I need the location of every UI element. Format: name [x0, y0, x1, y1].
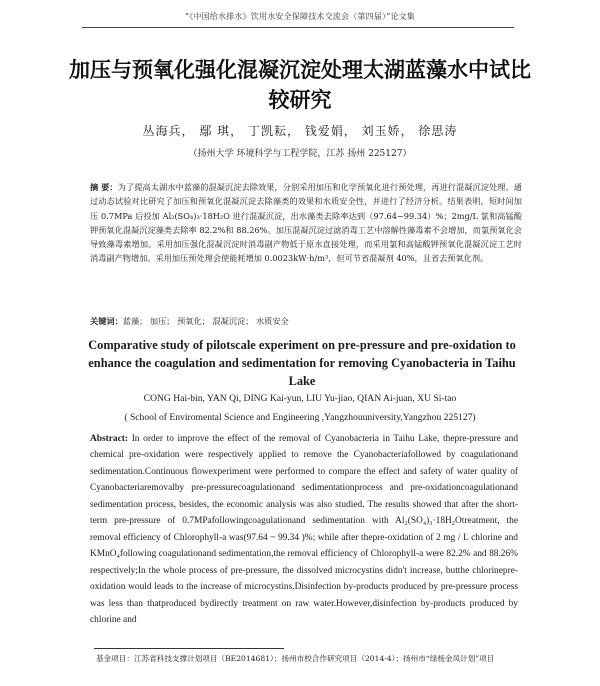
affiliation-english: ( School of Enviromental Science and Engineering ,Yangzhouuniversity,Yangzhou 225127) [124, 412, 476, 423]
abstract-english-text: In order to improve the effect of the removal of Cyanobacteria in Taihu Lake, thepre-pressure and chemical pre-oxidation were respectively applied to remove the Cyanobacteriafollowed by coagulationand sedimentation.Continuous flowexperiment were performed to compare the effect and safety of water quality of Cyanobacteriaremovalby pre-pressurecoagulationand sedimentationprocess and pre-oxidationcoagulationand sedimentation process, besides, the economic analysis was also studied. The results showed that after the short-term pre-pressure of 0.7MPafollowingcoagulationand sedimentation with Al₂(SO₄)₃·18H₂Otreatment, the removal efficiency of Chlorophyll-a was(97.64 ~ 99.34 )%; while after thepre-oxidation of 2 mg / L chlorine and KMnO₄following coagulationand sedimentation,the removal efficiency of Chlorophyll-a were 82.2% and 88.26% respectively;In the whole process of pre-pressure, the dissolved microcystins didn't increase, butthe chlorinepre-oxidation would leads to the increase of microcystins.Disinfection by-products produced by pre-pressure process was less than thatproduced bydirectly treatment on raw water.However,disinfection by-products produced by chlorine and [90, 434, 519, 625]
funding-footnote: 基金项目：江苏省科技支撑计划项目（BE2014681）；扬州市校合作研究项目（2014-4）；扬州市“绿杨金凤计划”项目 [96, 654, 495, 663]
affiliation-chinese: （扬州大学 环境科学与工程学院，江苏 扬州 225127） [188, 149, 412, 159]
keywords-chinese-label: 关键词： [90, 316, 123, 326]
title-chinese: 加压与预氧化强化混凝沉淀处理太湖蓝藻水中试比较研究 [69, 58, 531, 112]
keywords-chinese-text: 蓝藻； 加压； 预氧化； 混凝沉淀； 水质安全 [122, 316, 289, 326]
keywords-chinese [90, 316, 289, 327]
abstract-english-label: Abstract: [90, 434, 129, 444]
abstract-english [90, 431, 518, 628]
footnote-rule [94, 648, 284, 649]
abstract-chinese-text: 为了提高太湖水中蓝藻的混凝沉淀去除效果，分别采用加压和化学预氧化进行预处理，再进行混凝沉淀处理。通过动态试验对比研究了加压和预氧化混凝沉淀去除藻类的效果和水质安全性，并进行了经济分析。结果表明，短时间加压 0.7MPa 后投加 Al₂(SO₄)₃·18H₂O 进行混凝沉淀，出水藻类去除率达到（97.64~99.34）%；2mg/L 氯和高锰酸钾预氧化混凝沉淀藻类去除率 82.2%和 88.26%。加压混凝沉淀过滤消毒工艺中溶解性藻毒素不会增加，而氯预氧化会导致藻毒素增加。采用加压强化混凝沉淀时消毒副产物低于原水直接处理，而采用氯和高锰酸钾预氧化混凝沉淀工艺时消毒副产物增加。采用加压预处理会使能耗增加 0.0023kW·h/m³，但可节省混凝剂 40%，且省去预氧化剂。 [90, 182, 522, 264]
authors-english: CONG Hai-bin, YAN Qi, DING Kai-yun, LIU Yu-jiao, QIAN Ai-juan, XU Si-tao [143, 393, 457, 404]
authors-chinese: 丛海兵， 鄢 琪， 丁凯耘， 钱爱娟， 刘玉娇， 徐思涛 [142, 124, 458, 138]
title-english: Comparative study of pilotscale experiment on pre-pressure and pre-oxidation to enhance the coagulation and sedimentation for removing Cyanobacteria in Taihu Lake [88, 338, 516, 388]
header-rule [82, 27, 514, 28]
abstract-chinese-label: 摘 要： [90, 182, 118, 192]
running-header: “《中国给水排水》饮用水安全保障技术交流会（第四届）”论文集 [184, 12, 416, 21]
abstract-chinese [90, 180, 522, 266]
